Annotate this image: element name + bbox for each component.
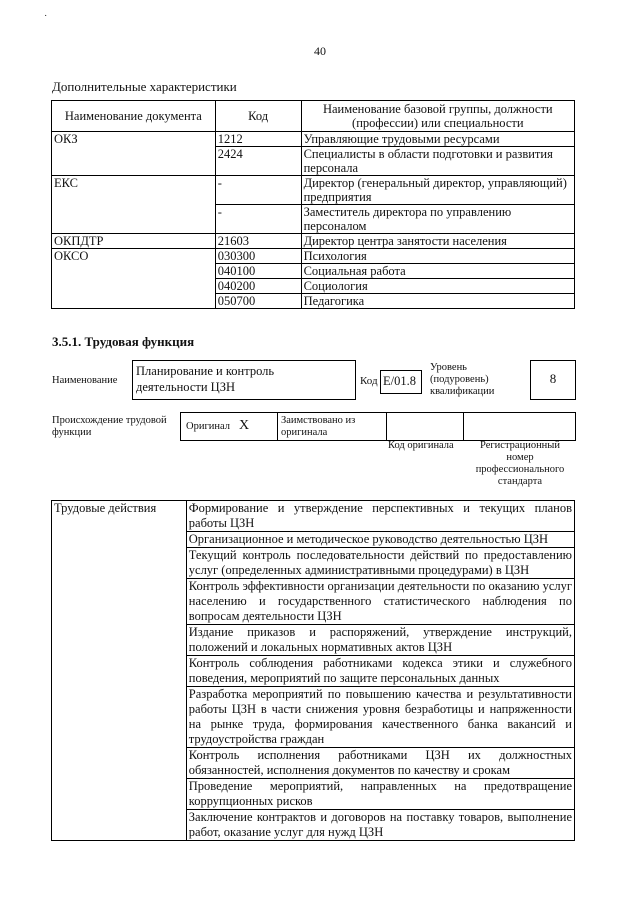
table-row (52, 501, 575, 532)
code-cell: 040200 (215, 279, 301, 294)
header-code: Код (215, 101, 301, 132)
group-cell: Управляющие трудовыми ресурсами (301, 132, 574, 147)
doc-name-okz: ОКЗ (52, 132, 216, 176)
group-cell: Педагогика (301, 294, 574, 309)
level-value: 8 (549, 371, 557, 386)
action-item: Контроль эффективности организации деятельности по оказанию услуг населению и государственного статистического наблюдения по вопросам деятельности ЦЗН (186, 579, 574, 625)
action-item: Организационное и методическое руководство деятельностью ЦЗН (186, 532, 574, 548)
table-row (52, 234, 575, 249)
scan-mark: ˙ (44, 14, 48, 25)
action-item: Заключение контрактов и договоров на поставку товаров, выполнение работ, оказание услуг для нужд ЦЗН (186, 810, 574, 841)
action-item: Контроль соблюдения работниками кодекса этики и служебного поведения, мероприятий по защите персональных данных (186, 656, 574, 687)
code-cell: 050700 (215, 294, 301, 309)
action-item: Контроль исполнения работниками ЦЗН их должностных обязанностей, исполнения документов по качеству и срокам (186, 748, 574, 779)
header-group-name: Наименование базовой группы, должности (профессии) или специальности (301, 101, 574, 132)
table-row (52, 249, 575, 264)
additional-characteristics-title: Дополнительные характеристики (52, 79, 237, 94)
code-cell: - (215, 176, 301, 205)
action-item: Разработка мероприятий по повышению качества и результативности работы ЦЗН в части снижения уровня безработицы и напряженности на рынке труда, формирования качественного банка вакансий и трудоустройства граждан (186, 687, 574, 748)
borrowed-box (277, 412, 387, 441)
group-cell: Социология (301, 279, 574, 294)
group-cell: Социальная работа (301, 264, 574, 279)
page-number: 40 (314, 44, 326, 58)
actions-label: Трудовые действия (52, 501, 187, 841)
original-box (180, 412, 278, 441)
additional-characteristics-table (51, 100, 575, 309)
code-cell: 2424 (215, 147, 301, 176)
code-value: E/01.8 (383, 374, 416, 388)
code-cell: 1212 (215, 132, 301, 147)
table-header-row (52, 101, 575, 132)
function-name-value: Планирование и контроль деятельности ЦЗН (136, 364, 275, 394)
group-cell: Специалисты в области подготовки и развития персонала (301, 147, 574, 176)
action-item: Текущий контроль последовательности действий по предоставлению услуг (определенных административными процедурами) в ЦЗН (186, 548, 574, 579)
original-mark: X (239, 418, 250, 433)
level-box (530, 360, 576, 400)
code-original-label: Код оригинала (388, 440, 454, 451)
code-label: Код (360, 375, 378, 387)
action-item: Проведение мероприятий, направленных на предотвращение коррупционных рисков (186, 779, 574, 810)
code-cell: 21603 (215, 234, 301, 249)
reg-number-label: Регистрационный номер профессионального стандарта (475, 440, 565, 487)
header-doc-name: Наименование документа (52, 101, 216, 132)
doc-name-okpdtr: ОКПДТР (52, 234, 216, 249)
code-box (380, 370, 422, 394)
code-cell: 030300 (215, 249, 301, 264)
original-code-box (386, 412, 464, 441)
doc-name-okso: ОКСО (52, 249, 216, 309)
action-item: Издание приказов и распоряжений, утверждение инструкций, положений и локальных нормативных актов ЦЗН (186, 625, 574, 656)
original-label: Оригинал (186, 421, 230, 432)
group-cell: Психология (301, 249, 574, 264)
function-name-box (132, 360, 356, 400)
table-row (52, 176, 575, 205)
code-cell: - (215, 205, 301, 234)
group-cell: Директор центра занятости населения (301, 234, 574, 249)
section-title: 3.5.1. Трудовая функция (52, 334, 195, 349)
origin-label: Происхождение трудовой функции (52, 415, 167, 438)
reg-number-box (463, 412, 576, 441)
code-cell: 040100 (215, 264, 301, 279)
level-label: Уровень (подуровень) квалификации (430, 362, 495, 397)
group-cell: Заместитель директора по управлению персоналом (301, 205, 574, 234)
action-item: Формирование и утверждение перспективных и текущих планов работы ЦЗН (186, 501, 574, 532)
table-row (52, 132, 575, 147)
labour-actions-table (51, 500, 575, 841)
group-cell: Директор (генеральный директор, управляющий) предприятия (301, 176, 574, 205)
name-label: Наименование (52, 375, 118, 386)
doc-name-eks: ЕКС (52, 176, 216, 234)
borrowed-label: Заимствовано из оригинала (281, 415, 356, 438)
